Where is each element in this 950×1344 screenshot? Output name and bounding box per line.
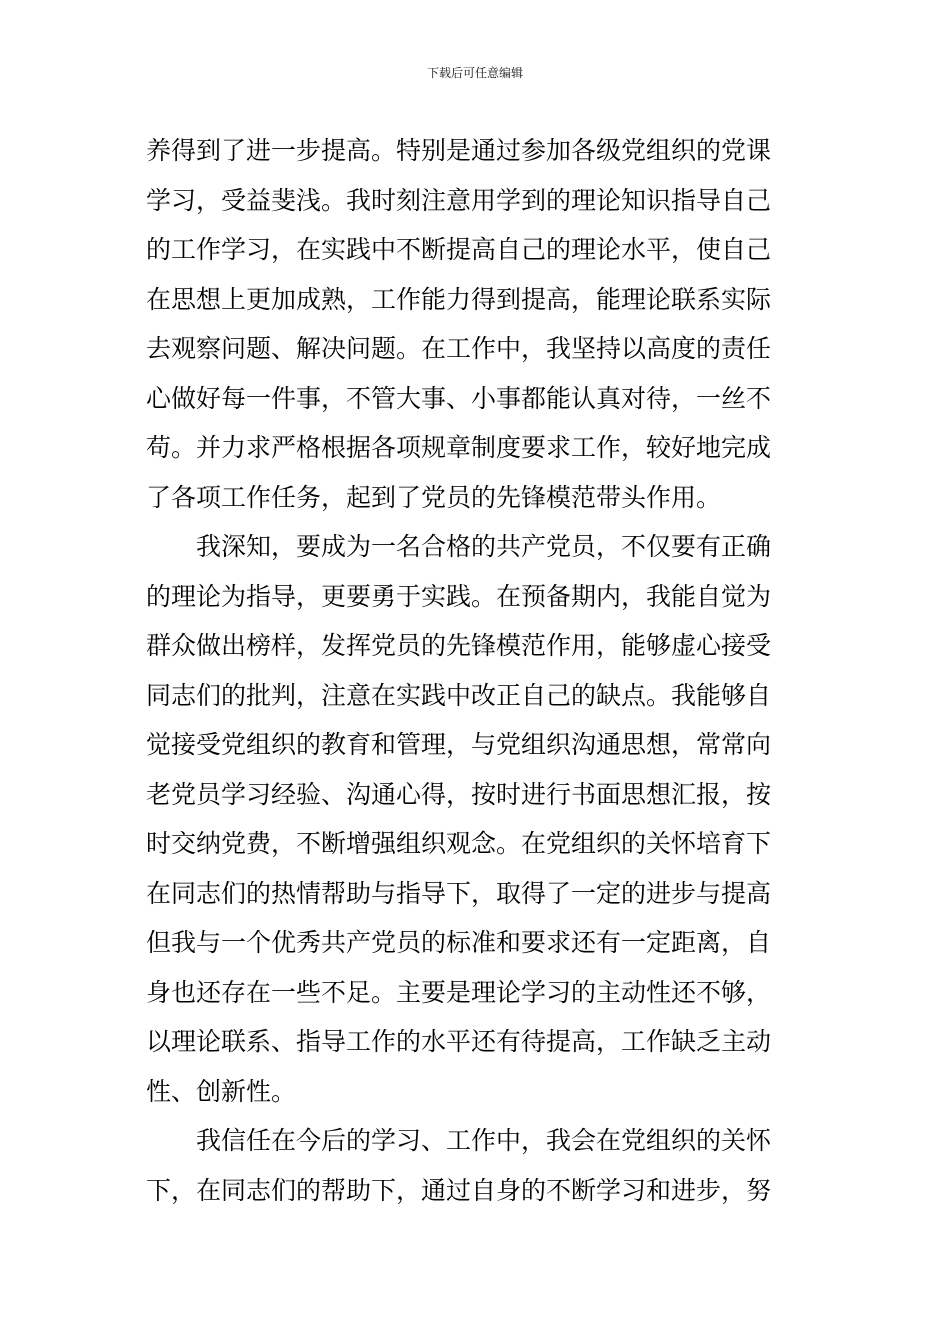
text-line: 去观察问题、解决问题。在工作中，我坚持以高度的责任 xyxy=(146,334,772,363)
text-line: 群众做出榜样，发挥党员的先锋模范作用，能够虚心接受 xyxy=(146,631,772,660)
text-line: 觉接受党组织的教育和管理，与党组织沟通思想，常常向 xyxy=(146,730,772,759)
text-line: 性、创新性。 xyxy=(146,1076,297,1106)
text-line: 了各项工作任务，起到了党员的先锋模范带头作用。 xyxy=(146,482,722,512)
text-line: 心做好每一件事，不管大事、小事都能认真对待，一丝不 xyxy=(146,383,772,413)
text-line: 同志们的批判，注意在实践中改正自己的缺点。我能够自 xyxy=(146,680,772,710)
text-line: 老党员学习经验、沟通心得，按时进行书面思想汇报，按 xyxy=(146,779,772,809)
text-line: 的理论为指导，更要勇于实践。在预备期内，我能自觉为 xyxy=(146,581,772,611)
text-line: 身也还存在一些不足。主要是理论学习的主动性还不够， xyxy=(146,977,772,1007)
text-line: 时交纳党费，不断增强组织观念。在党组织的关怀培育下 xyxy=(146,829,772,858)
text-line: 但我与一个优秀共产党员的标准和要求还有一定距离，自 xyxy=(146,928,772,957)
text-line: 我信任在今后的学习、工作中，我会在党组织的关怀 xyxy=(196,1126,772,1155)
text-line: 养得到了进一步提高。特别是通过参加各级党组织的党课 xyxy=(146,136,772,165)
text-line: 苟。并力求严格根据各项规章制度要求工作，较好地完成 xyxy=(146,433,772,462)
text-line: 下，在同志们的帮助下，通过自身的不断学习和进步，努 xyxy=(146,1175,772,1205)
text-line: 在思想上更加成熟，工作能力得到提高，能理论联系实际 xyxy=(146,284,772,314)
document-body xyxy=(146,126,808,1215)
page-header: 下载后可任意编辑 xyxy=(426,66,523,80)
text-line: 在同志们的热情帮助与指导下，取得了一定的进步与提高 xyxy=(146,878,772,908)
text-line: 我深知，要成为一名合格的共产党员，不仅要有正确 xyxy=(196,532,772,561)
text-line: 的工作学习，在实践中不断提高自己的理论水平，使自己 xyxy=(146,235,772,264)
text-line: 以理论联系、指导工作的水平还有待提高，工作缺乏主动 xyxy=(146,1027,772,1056)
text-line: 学习，受益斐浅。我时刻注意用学到的理论知识指导自己 xyxy=(146,185,772,215)
